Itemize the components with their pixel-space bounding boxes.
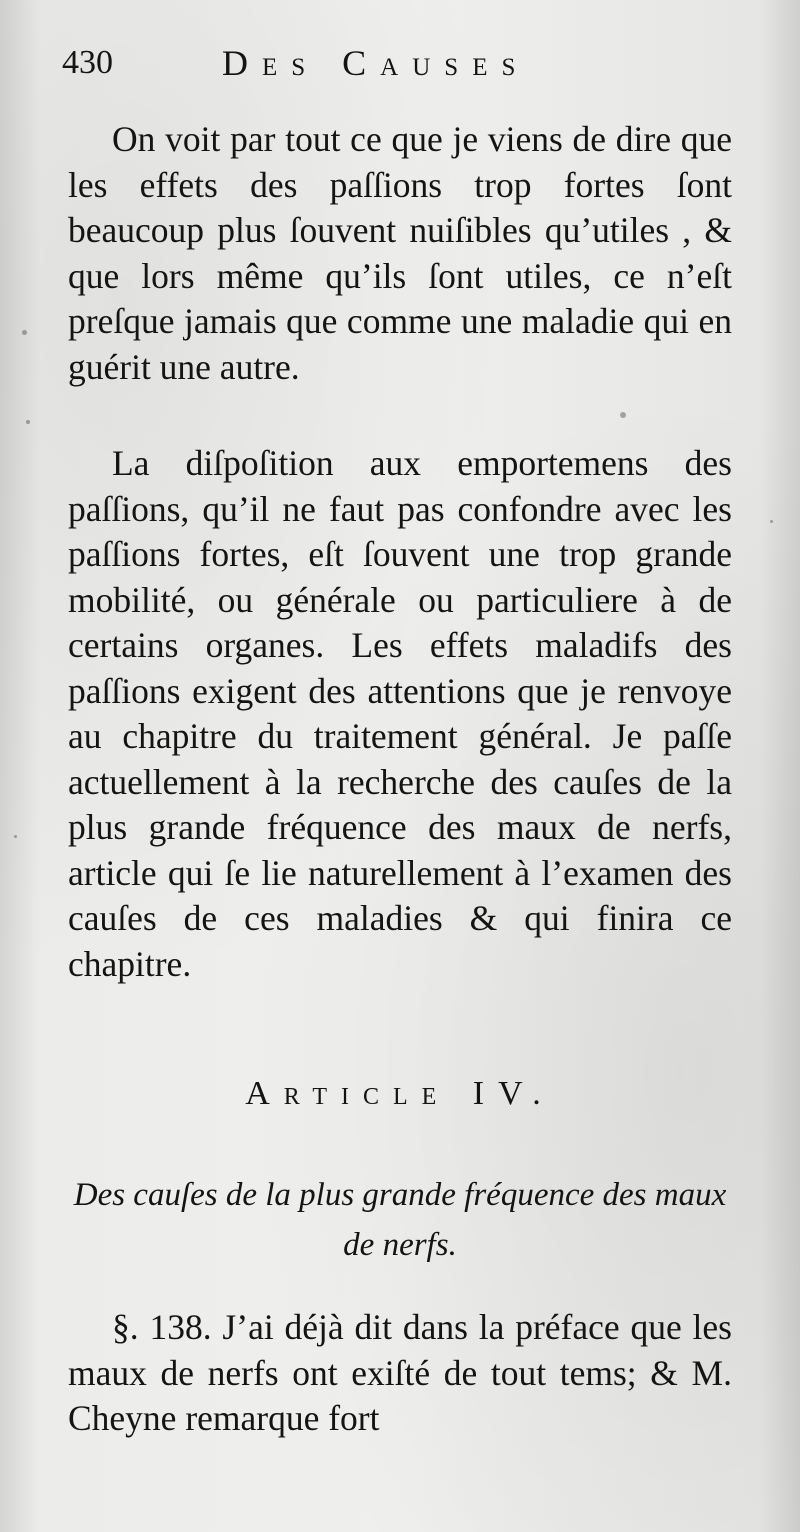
paragraph-1 bbox=[68, 117, 732, 390]
paper-speck bbox=[770, 520, 773, 523]
running-title: Des Causes bbox=[222, 43, 530, 83]
paragraph-text: §. 138. J’ai déjà dit dans la préface que les maux de nerfs ont exiſté de tout tems; & M. Cheyne remarque fort bbox=[68, 1307, 732, 1438]
section-paragraph bbox=[68, 1305, 732, 1442]
paragraph-text: La diſpoſition aux emportemens des paſſions, qu’il ne faut pas confondre avec les paſſions fortes, eſt ſouvent une trop grande mobilité, ou générale ou particuliere à de certains organes. Les effets maladifs des paſſions exigent des attentions que je renvoye au chapitre du traitement général. Je paſſe actuellement à la recherche des cauſes de la plus grande fréquence des maux de nerfs, article qui ſe lie naturellement à l’examen des cauſes de ces maladies & qui finira ce chapitre. bbox=[68, 443, 732, 984]
article-heading: Article IV. bbox=[245, 1075, 555, 1112]
article-subtitle: Des cauſes de la plus grande fréquence des maux de nerfs. bbox=[73, 1177, 727, 1263]
paper-speck bbox=[26, 420, 30, 424]
paper-speck bbox=[22, 330, 27, 335]
paper-speck bbox=[620, 412, 626, 418]
page-header bbox=[62, 40, 662, 100]
page-number: 430 bbox=[62, 44, 113, 81]
paragraph-2 bbox=[68, 441, 732, 987]
paragraph-text: On voit par tout ce que je viens de dire que les effets des paſſions trop fortes ſont beaucoup plus ſouvent nuiſibles qu’utiles , & que lors même qu’ils ſont utiles, ce n’eſt preſque jamais que comme une maladie qui en guérit une autre. bbox=[68, 119, 732, 387]
paper-speck bbox=[14, 835, 17, 838]
